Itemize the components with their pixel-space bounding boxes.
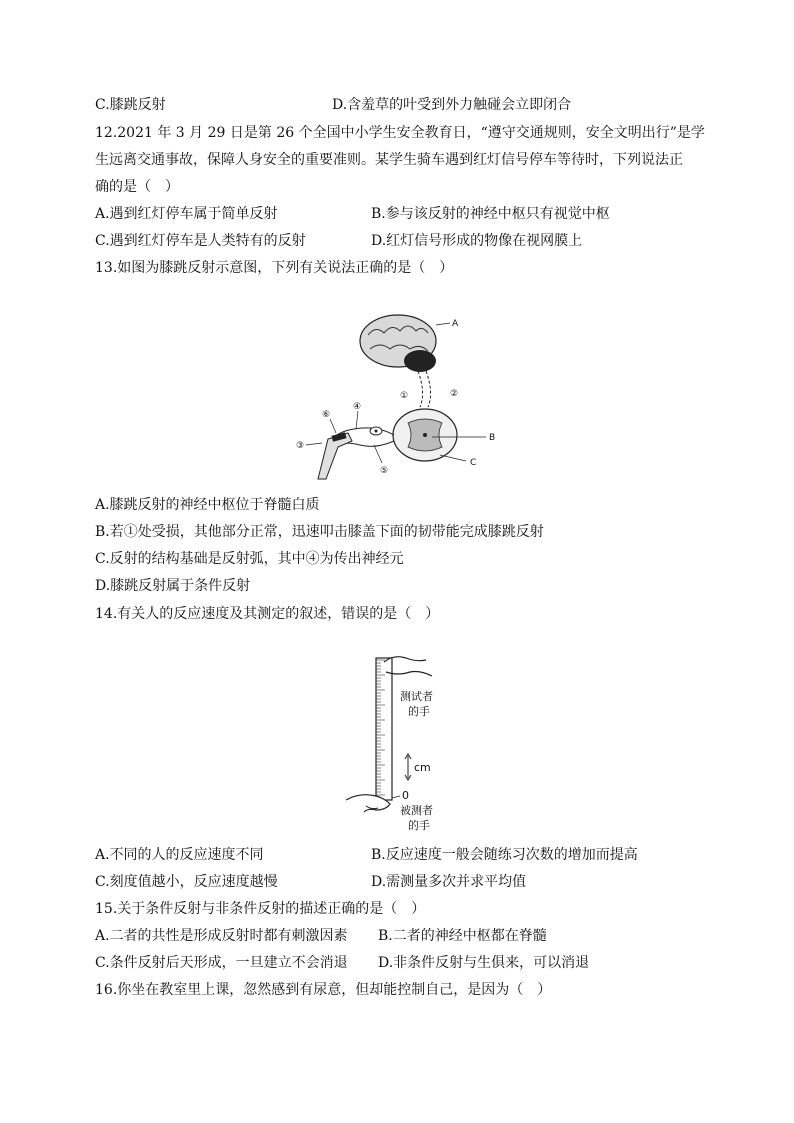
q11-option-d: D.含羞草的叶受到外力触碰会立即闭合	[332, 97, 572, 113]
q12-stem-line-1: 12.2021 年 3 月 29 日是第 26 个全国中小学生安全教育日，“遵守交通规则，安全文明出行”是学	[95, 125, 705, 141]
q13-option-a: A.膝跳反射的神经中枢位于脊髓白质	[95, 497, 320, 513]
label-1: ①	[400, 391, 409, 401]
q12-stem-line-2: 生远离交通事故，保障人身安全的重要准则。某学生骑车遇到红灯信号停车等待时，下列说法正	[95, 152, 683, 168]
q11-option-c: C.膝跳反射	[95, 97, 166, 113]
knee-jerk-reflex-diagram	[290, 305, 500, 485]
brain-illustration	[360, 315, 436, 372]
label-4: ④	[353, 402, 362, 412]
q15-option-a: A.二者的共性是形成反射时都有刺激因素	[95, 928, 348, 944]
q15-option-d: D.非条件反射与生俱来，可以消退	[378, 955, 590, 971]
label-3: ③	[296, 441, 305, 451]
label-6: ⑥	[322, 410, 331, 420]
q15-option-b: B.二者的神经中枢都在脊髓	[378, 928, 547, 944]
q13-stem: 13.如图为膝跳反射示意图，下列有关说法正确的是（ ）	[95, 260, 454, 276]
q13-option-c: C.反射的结构基础是反射弧，其中④为传出神经元	[95, 551, 404, 567]
q15-stem: 15.关于条件反射与非条件反射的描述正确的是（ ）	[95, 901, 426, 917]
q15-option-c: C.条件反射后天形成，一旦建立不会消退	[95, 955, 348, 971]
q12-option-b: B.参与该反射的神经中枢只有视觉中枢	[371, 206, 610, 222]
q14-option-a: A.不同的人的反应速度不同	[95, 847, 264, 863]
q14-option-b: B.反应速度一般会随练习次数的增加而提高	[371, 847, 638, 863]
q14-option-d: D.需测量多次并求平均值	[371, 874, 527, 890]
zero-label: 0	[402, 789, 409, 802]
label-b: B	[489, 433, 496, 443]
q12-option-d: D.红灯信号形成的物像在视网膜上	[371, 233, 583, 249]
leg-illustration	[318, 432, 352, 479]
reaction-time-ruler-diagram	[340, 652, 470, 836]
label-a: A	[452, 319, 459, 329]
q12-option-c: C.遇到红灯停车是人类特有的反射	[95, 233, 306, 249]
label-2: ②	[450, 389, 459, 399]
tester-label-2: 的手	[408, 705, 430, 718]
q12-option-a: A.遇到红灯停车属于简单反射	[95, 206, 278, 222]
label-c: C	[470, 458, 477, 468]
tested-label-1: 被测者	[400, 804, 433, 817]
q13-option-b: B.若①处受损，其他部分正常，迅速叩击膝盖下面的韧带能完成膝跳反射	[95, 524, 544, 540]
unit-label: cm	[414, 761, 431, 774]
q14-option-c: C.刻度值越小，反应速度越慢	[95, 874, 278, 890]
q12-stem-line-3: 确的是（ ）	[95, 179, 179, 195]
q13-option-d: D.膝跳反射属于条件反射	[95, 578, 251, 594]
q14-stem: 14.有关人的反应速度及其测定的叙述，错误的是（ ）	[95, 606, 440, 622]
q16-stem: 16.你坐在教室里上课，忽然感到有尿意，但却能控制自己，是因为（ ）	[95, 982, 552, 998]
tester-label-1: 测试者	[400, 690, 433, 703]
tested-label-2: 的手	[408, 819, 430, 832]
label-5: ⑤	[380, 466, 389, 476]
ruler	[376, 658, 392, 800]
spinal-cord-section	[393, 409, 457, 461]
